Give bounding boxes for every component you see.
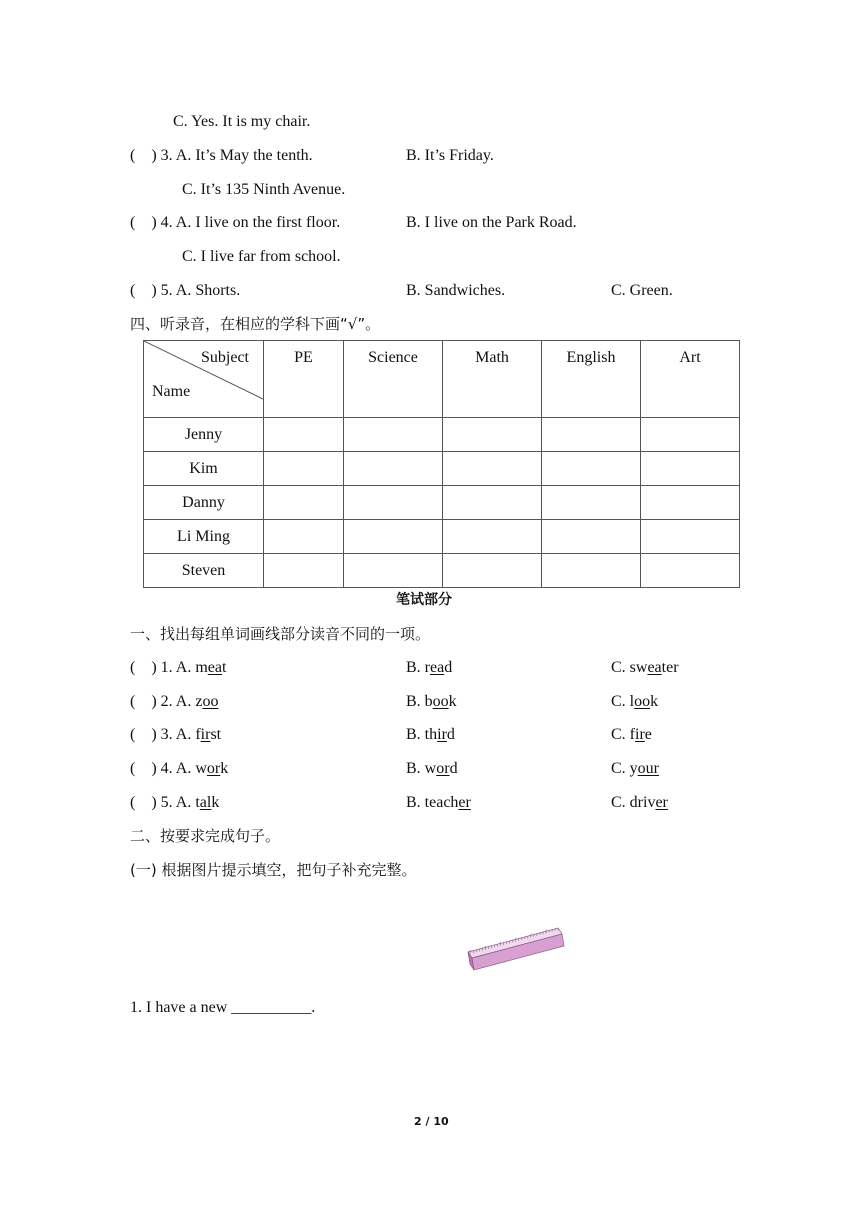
question-4 xyxy=(130,213,730,233)
underlined-letters: ea xyxy=(207,659,222,676)
written-part-title: 笔试部分 xyxy=(396,592,452,608)
check-cell[interactable] xyxy=(344,486,443,520)
check-cell[interactable] xyxy=(344,452,443,486)
check-cell[interactable] xyxy=(641,452,740,486)
check-cell[interactable] xyxy=(443,554,542,588)
q5-option-c: C. Green. xyxy=(611,282,673,299)
underlined-letters: ir xyxy=(635,726,645,743)
check-cell[interactable] xyxy=(542,520,641,554)
check-cell[interactable] xyxy=(443,418,542,452)
subject-table xyxy=(143,340,740,588)
part2-instruction: 二、按要求完成句子。 xyxy=(130,827,281,845)
table-row xyxy=(144,520,740,554)
underlined-letters: oo xyxy=(634,693,651,710)
check-cell[interactable] xyxy=(542,486,641,520)
q4-option-c: C. I live far from school. xyxy=(182,248,341,265)
check-cell[interactable] xyxy=(264,486,344,520)
sentence-1: 1. I have a new __________. xyxy=(130,999,316,1016)
check-cell[interactable] xyxy=(264,418,344,452)
check-cell[interactable] xyxy=(264,554,344,588)
answer-paren[interactable]: ( ) xyxy=(130,147,157,164)
word-item xyxy=(130,725,730,745)
corner-name-label: Name xyxy=(152,383,191,400)
q3-option-b: B. It’s Friday. xyxy=(406,147,494,164)
option-a: 4. A. work xyxy=(160,760,229,777)
question-5 xyxy=(130,281,730,301)
underlined-letters: or xyxy=(436,760,450,777)
underlined-letters: oo xyxy=(202,693,219,710)
diagonal-header-cell xyxy=(144,341,264,418)
check-cell[interactable] xyxy=(641,486,740,520)
underlined-letters: or xyxy=(206,760,221,777)
q4-option-b: B. I live on the Park Road. xyxy=(406,214,577,231)
subject-header: English xyxy=(542,341,641,418)
student-name: Li Ming xyxy=(144,520,264,554)
word-item xyxy=(130,759,730,779)
option-c: C. fire xyxy=(611,726,652,743)
check-cell[interactable] xyxy=(641,520,740,554)
check-cell[interactable] xyxy=(542,418,641,452)
part1-instruction: 一、找出每组单词画线部分读音不同的一项。 xyxy=(130,625,431,643)
q3-option-c: C. It’s 135 Ninth Avenue. xyxy=(182,181,346,198)
page-number: 2 / 10 xyxy=(414,1115,449,1128)
check-cell[interactable] xyxy=(641,418,740,452)
student-name: Jenny xyxy=(144,418,264,452)
q2-option-c: C. Yes. It is my chair. xyxy=(173,113,311,130)
table-row xyxy=(144,554,740,588)
option-a: 5. A. talk xyxy=(160,794,220,811)
check-cell[interactable] xyxy=(264,520,344,554)
table-row xyxy=(144,418,740,452)
answer-paren[interactable]: ( ) xyxy=(130,794,161,811)
check-cell[interactable] xyxy=(542,554,641,588)
option-b: B. third xyxy=(406,726,455,743)
option-c: C. look xyxy=(611,693,659,710)
check-cell[interactable] xyxy=(344,554,443,588)
ruler-icon xyxy=(466,924,568,978)
q4-option-a: 4. A. I live on the first floor. xyxy=(160,214,341,231)
word-item xyxy=(130,658,730,678)
underlined-letters: ea xyxy=(647,659,662,676)
option-b: B. read xyxy=(406,659,453,676)
answer-paren[interactable]: ( ) xyxy=(130,760,161,777)
subject-header: Science xyxy=(344,341,443,418)
table-row xyxy=(144,452,740,486)
option-c: C. sweater xyxy=(611,659,679,676)
q5-option-b: B. Sandwiches. xyxy=(406,282,506,299)
answer-paren[interactable]: ( ) xyxy=(130,214,157,231)
table-header-row xyxy=(144,341,740,418)
answer-paren[interactable]: ( ) xyxy=(130,659,161,676)
student-name: Kim xyxy=(144,452,264,486)
corner-subject-label: Subject xyxy=(201,349,249,366)
check-cell[interactable] xyxy=(641,554,740,588)
option-c: C. driver xyxy=(611,794,668,811)
check-cell[interactable] xyxy=(443,452,542,486)
answer-paren[interactable]: ( ) xyxy=(130,693,161,710)
section4-instruction: 四、听录音，在相应的学科下画“√”。 xyxy=(130,315,381,333)
q3-option-a: 3. A. It’s May the tenth. xyxy=(160,147,313,164)
q5-option-a: 5. A. Shorts. xyxy=(160,282,241,299)
underlined-letters: ea xyxy=(430,659,445,676)
underlined-letters: al xyxy=(199,794,212,811)
check-cell[interactable] xyxy=(344,520,443,554)
student-name: Danny xyxy=(144,486,264,520)
underlined-letters: our xyxy=(637,760,659,777)
option-a: 2. A. zoo xyxy=(160,693,219,710)
option-c: C. your xyxy=(611,760,659,777)
option-a: 3. A. first xyxy=(160,726,222,743)
question-3 xyxy=(130,146,730,166)
option-b: B. word xyxy=(406,760,458,777)
underlined-letters: ir xyxy=(437,726,447,743)
subject-header: Math xyxy=(443,341,542,418)
underlined-letters: er xyxy=(655,794,668,811)
word-item xyxy=(130,692,730,712)
table-row xyxy=(144,486,740,520)
check-cell[interactable] xyxy=(344,418,443,452)
underlined-letters: er xyxy=(458,794,471,811)
check-cell[interactable] xyxy=(443,520,542,554)
student-name: Steven xyxy=(144,554,264,588)
check-cell[interactable] xyxy=(443,486,542,520)
answer-paren[interactable]: ( ) xyxy=(130,726,161,743)
option-b: B. teacher xyxy=(406,794,471,811)
underlined-letters: oo xyxy=(432,693,449,710)
option-b: B. book xyxy=(406,693,457,710)
answer-paren[interactable]: ( ) xyxy=(130,282,157,299)
check-cell[interactable] xyxy=(264,452,344,486)
word-item xyxy=(130,793,730,813)
subject-header: PE xyxy=(264,341,344,418)
check-cell[interactable] xyxy=(542,452,641,486)
subject-header: Art xyxy=(641,341,740,418)
option-a: 1. A. meat xyxy=(160,659,227,676)
sub1-instruction: (一) 根据图片提示填空，把句子补充完整。 xyxy=(130,861,417,879)
underlined-letters: ir xyxy=(200,726,211,743)
